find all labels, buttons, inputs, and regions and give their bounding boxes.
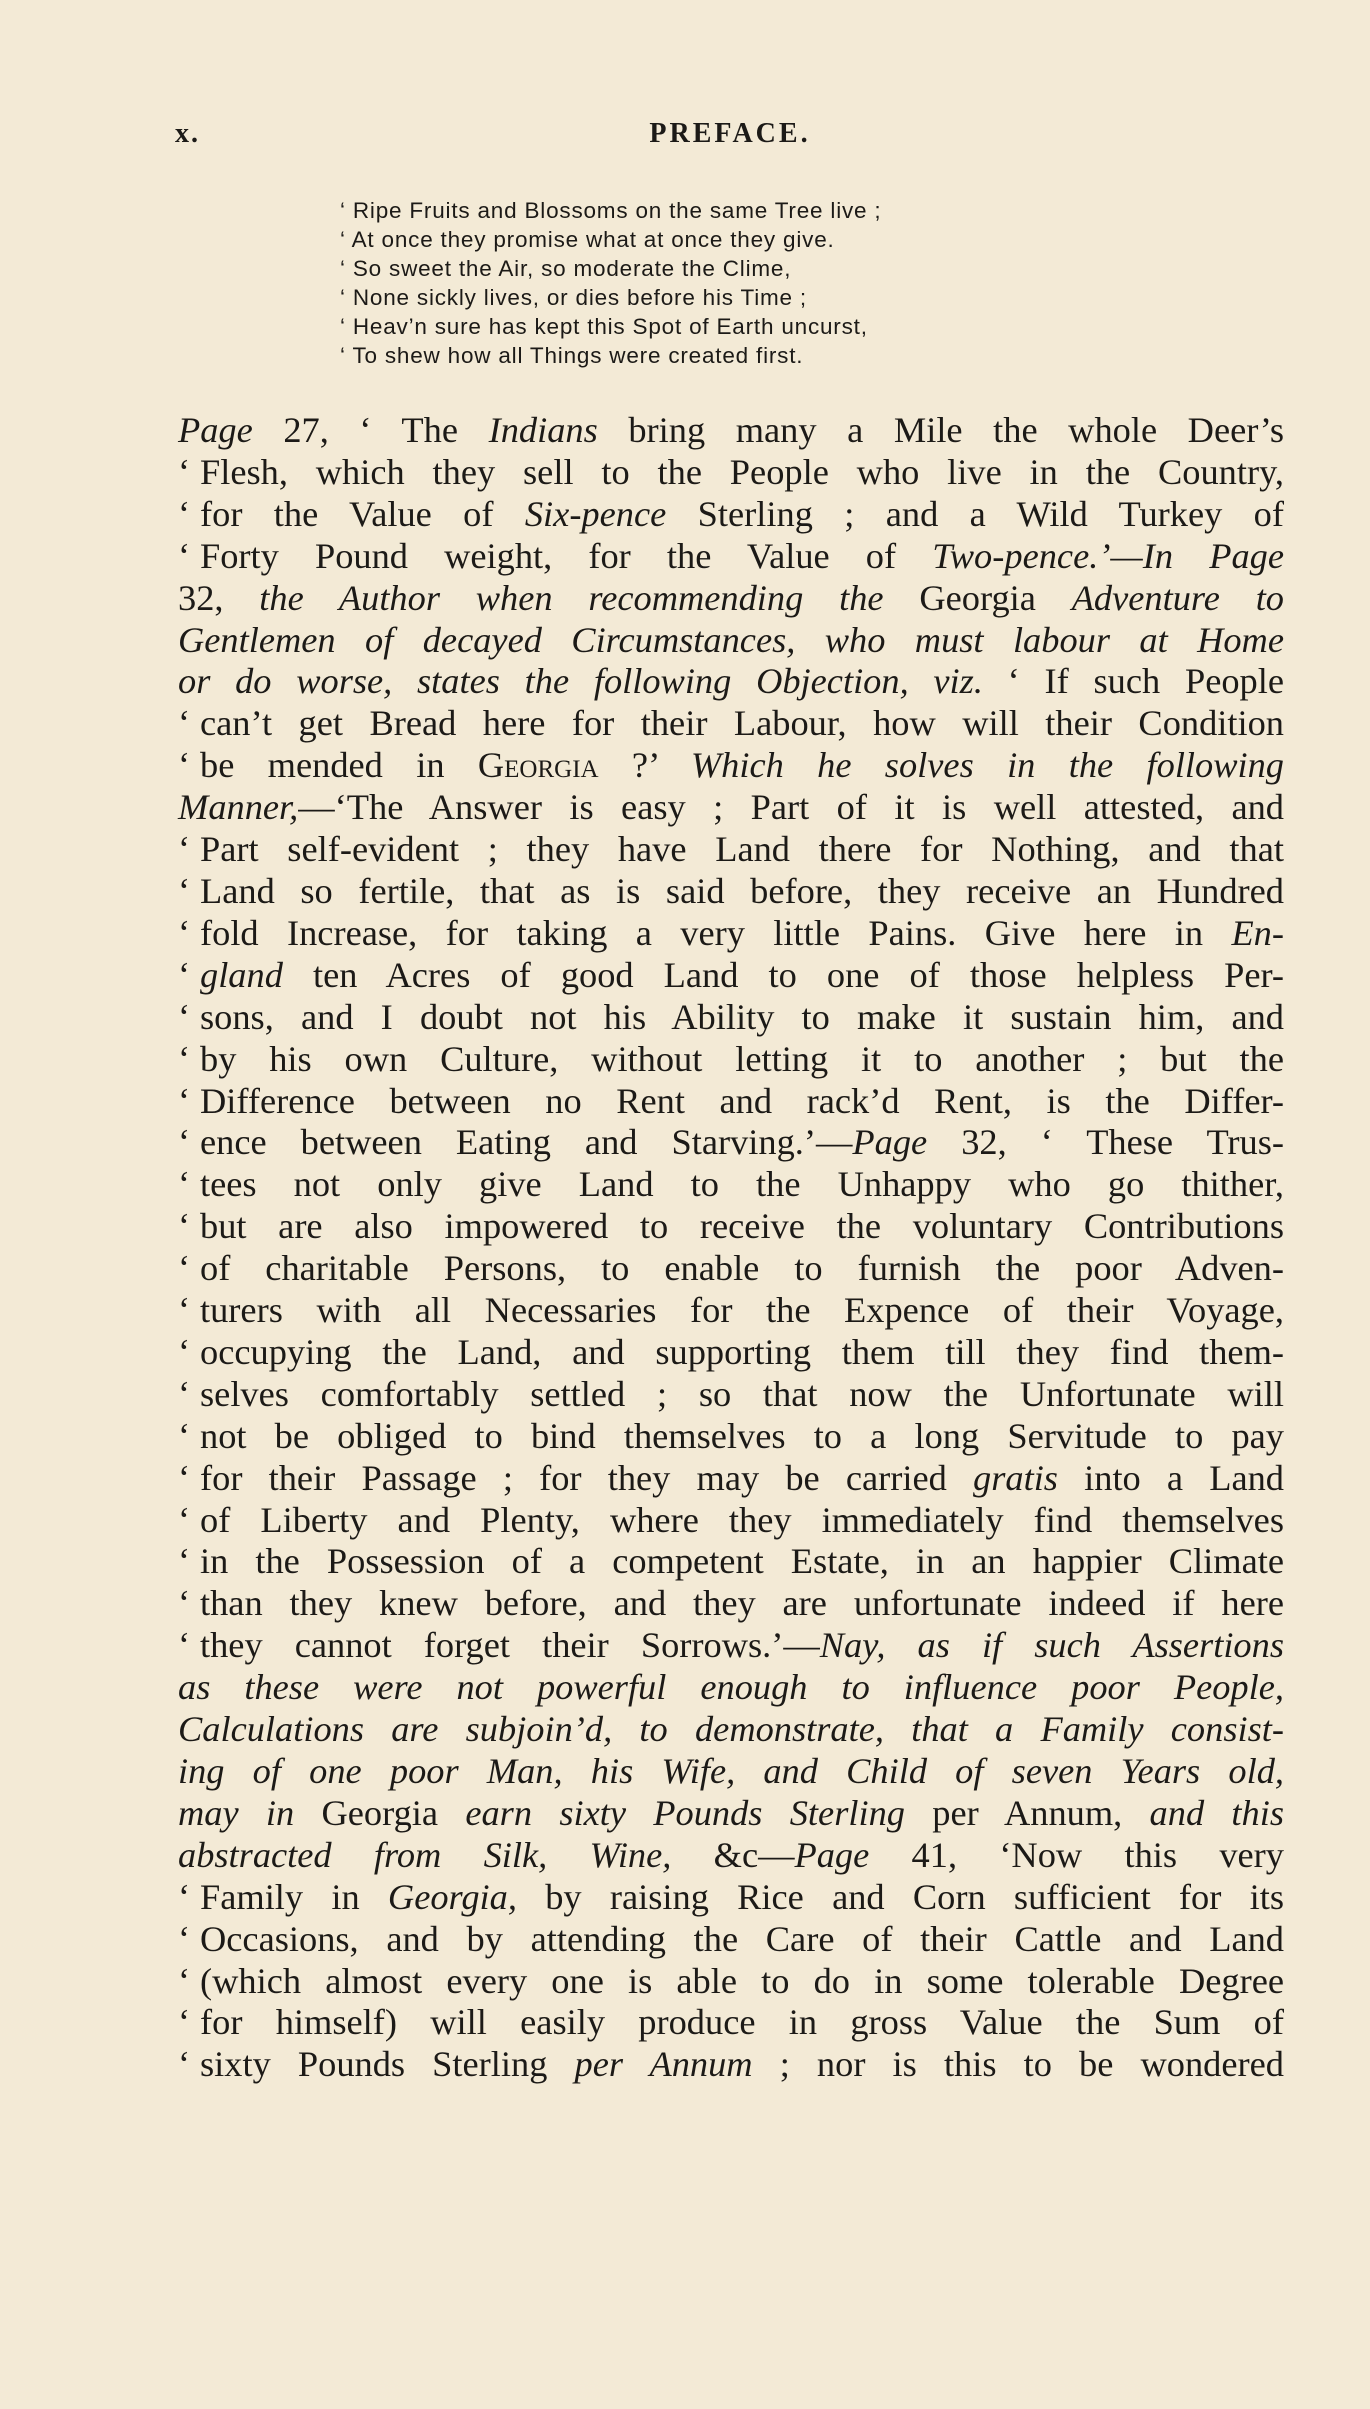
quote-mark: ‘ [178, 1206, 191, 1247]
line-text: (which almost every one is able to do in some tolerable Degree [200, 1960, 1284, 2001]
text-line [178, 661, 1284, 703]
text-line [178, 1919, 1284, 1961]
quote-mark: ‘ [178, 870, 191, 911]
quote-mark: ‘ [178, 1164, 191, 1205]
quote-mark: ‘ [178, 1331, 191, 1372]
line-text: Forty Pound weight, for the Value of Two-pence.’—In Page [200, 535, 1284, 576]
text-line [178, 1332, 1284, 1374]
text-line [178, 2002, 1284, 2044]
line-text: sixty Pounds Sterling per Annum ; nor is this to be wondered [200, 2044, 1284, 2085]
line-text: be mended in Georgia ?’ Which he solves in the following [200, 745, 1285, 786]
text-line [178, 1583, 1284, 1625]
text-line [178, 2044, 1284, 2086]
text-line [178, 1961, 1284, 2003]
line-text: of charitable Persons, to enable to furnish the poor Adven- [200, 1248, 1284, 1289]
quote-mark: ‘ [178, 535, 191, 576]
text-line [178, 787, 1284, 829]
quote-mark: ‘ [178, 1080, 191, 1121]
text-line [178, 997, 1284, 1039]
text-line [178, 452, 1284, 494]
line-text: ing of one poor Man, his Wife, and Child of seven Years old, [178, 1751, 1284, 1791]
text-line [178, 1374, 1284, 1416]
line-text: in the Possession of a competent Estate, in an happier Climate [200, 1541, 1284, 1582]
line-text: Land so fertile, that as is said before, they receive an Hundred [200, 870, 1284, 911]
line-text: Gentlemen of decayed Circumstances, who must labour at Home [178, 619, 1284, 660]
verse-line: ‘ Heav’n sure has kept this Spot of Earth uncurst, [340, 314, 868, 339]
text-line [178, 1667, 1284, 1709]
quote-mark: ‘ [178, 996, 191, 1037]
text-line [178, 536, 1284, 578]
quote-mark: ‘ [178, 954, 191, 995]
text-line [178, 1541, 1284, 1583]
text-line [178, 955, 1284, 997]
quote-mark: ‘ [178, 1457, 191, 1498]
quote-mark: ‘ [178, 2044, 191, 2085]
text-line [178, 1122, 1284, 1164]
quote-mark: ‘ [178, 1038, 191, 1079]
quote-mark: ‘ [178, 1583, 191, 1624]
quote-mark: ‘ [178, 1499, 191, 1540]
text-line [178, 1793, 1284, 1835]
quote-mark: ‘ [178, 2002, 191, 2043]
line-text: by his own Culture, without letting it to another ; but the [200, 1038, 1284, 1079]
line-text: Family in Georgia, by raising Rice and Corn sufficient for its [200, 1876, 1284, 1917]
text-line [178, 1500, 1284, 1542]
text-line [178, 410, 1284, 452]
text-line [178, 1206, 1284, 1248]
text-line [178, 1458, 1284, 1500]
body-text [178, 410, 1284, 2086]
text-line [178, 745, 1284, 787]
verse-line: ‘ At once they promise what at once they give. [340, 227, 835, 252]
text-line [178, 1290, 1284, 1332]
verse-line: ‘ To shew how all Things were created first. [340, 343, 804, 368]
text-line [178, 494, 1284, 536]
quote-mark: ‘ [178, 1541, 191, 1582]
line-text: Manner,—‘The Answer is easy ; Part of it is well attested, and [178, 787, 1284, 828]
running-head: PREFACE. [649, 118, 811, 149]
line-text: for the Value of Six-pence Sterling ; and a Wild Turkey of [200, 493, 1284, 534]
quote-mark: ‘ [178, 1373, 191, 1414]
line-text: fold Increase, for taking a very little Pains. Give here in En- [200, 912, 1284, 953]
quote-mark: ‘ [178, 1290, 191, 1331]
line-text: may in Georgia earn sixty Pounds Sterling per Annum, and this [178, 1792, 1284, 1833]
text-line [178, 913, 1284, 955]
line-text: they cannot forget their Sorrows.’—Nay, as if such Assertions [200, 1625, 1284, 1666]
line-text: Flesh, which they sell to the People who live in the Country, [200, 451, 1284, 492]
quote-mark: ‘ [178, 1918, 191, 1959]
line-text: tees not only give Land to the Unhappy who go thither, [200, 1164, 1284, 1205]
quote-mark: ‘ [178, 1415, 191, 1456]
line-text: can’t get Bread here for their Labour, how will their Condition [200, 703, 1284, 744]
quote-mark: ‘ [178, 1248, 191, 1289]
line-text: than they knew before, and they are unfortunate indeed if here [200, 1583, 1284, 1624]
text-line [178, 1081, 1284, 1123]
quote-mark: ‘ [178, 493, 191, 534]
verse-quotation [340, 196, 1100, 370]
verse-line: ‘ None sickly lives, or dies before his Time ; [340, 285, 807, 310]
text-line [178, 1416, 1284, 1458]
text-line [178, 1709, 1284, 1751]
quote-mark: ‘ [178, 451, 191, 492]
line-text: abstracted from Silk, Wine, &c—Page 41, ‘Now this very [178, 1834, 1284, 1875]
line-text: sons, and I doubt not his Ability to make it sustain him, and [200, 996, 1284, 1037]
text-line [178, 1164, 1284, 1206]
line-text: but are also impowered to receive the voluntary Contributions [200, 1206, 1284, 1247]
line-text: gland ten Acres of good Land to one of those helpless Per- [200, 954, 1284, 995]
text-line [178, 620, 1284, 662]
quote-mark: ‘ [178, 1625, 191, 1666]
line-text: or do worse, states the following Objection, viz. ‘ If such People [178, 661, 1284, 702]
line-text: as these were not powerful enough to influence poor People, [178, 1667, 1284, 1708]
text-line [178, 1625, 1284, 1667]
text-line [178, 578, 1284, 620]
quote-mark: ‘ [178, 745, 191, 786]
line-text: Occasions, and by attending the Care of their Cattle and Land [200, 1918, 1284, 1959]
line-text: for himself) will easily produce in gross Value the Sum of [200, 2002, 1284, 2043]
line-text: occupying the Land, and supporting them till they find them- [200, 1331, 1284, 1372]
page-number: x. [175, 118, 200, 149]
text-line [178, 703, 1284, 745]
line-text: of Liberty and Plenty, where they immediately find themselves [200, 1499, 1284, 1540]
line-text: 32, the Author when recommending the Georgia Adventure to [178, 577, 1284, 618]
quote-mark: ‘ [178, 1876, 191, 1917]
text-line [178, 1751, 1284, 1793]
line-text: Difference between no Rent and rack’d Rent, is the Differ- [200, 1080, 1284, 1121]
quote-mark: ‘ [178, 912, 191, 953]
line-text: selves comfortably settled ; so that now the Unfortunate will [200, 1373, 1284, 1414]
text-line [178, 871, 1284, 913]
line-text: Part self-evident ; they have Land there for Nothing, and that [200, 829, 1284, 870]
text-line [178, 1039, 1284, 1081]
line-text: Calculations are subjoin’d, to demonstrate, that a Family consist- [178, 1709, 1284, 1750]
quote-mark: ‘ [178, 703, 191, 744]
text-line [178, 1835, 1284, 1877]
line-text: Page 27, ‘ The Indians bring many a Mile the whole Deer’s [178, 410, 1284, 450]
line-text: for their Passage ; for they may be carried gratis into a Land [200, 1457, 1285, 1498]
quote-mark: ‘ [178, 829, 191, 870]
quote-mark: ‘ [178, 1122, 191, 1163]
line-text: turers with all Necessaries for the Expence of their Voyage, [200, 1290, 1284, 1331]
text-line [178, 1877, 1284, 1919]
text-line [178, 829, 1284, 871]
verse-line: ‘ So sweet the Air, so moderate the Clime, [340, 256, 792, 281]
text-line [178, 1248, 1284, 1290]
line-text: ence between Eating and Starving.’—Page 32, ‘ These Trus- [200, 1122, 1284, 1163]
verse-line: ‘ Ripe Fruits and Blossoms on the same Tree live ; [340, 198, 882, 223]
page-header [175, 118, 1285, 158]
line-text: not be obliged to bind themselves to a long Servitude to pay [200, 1415, 1284, 1456]
quote-mark: ‘ [178, 1960, 191, 2001]
